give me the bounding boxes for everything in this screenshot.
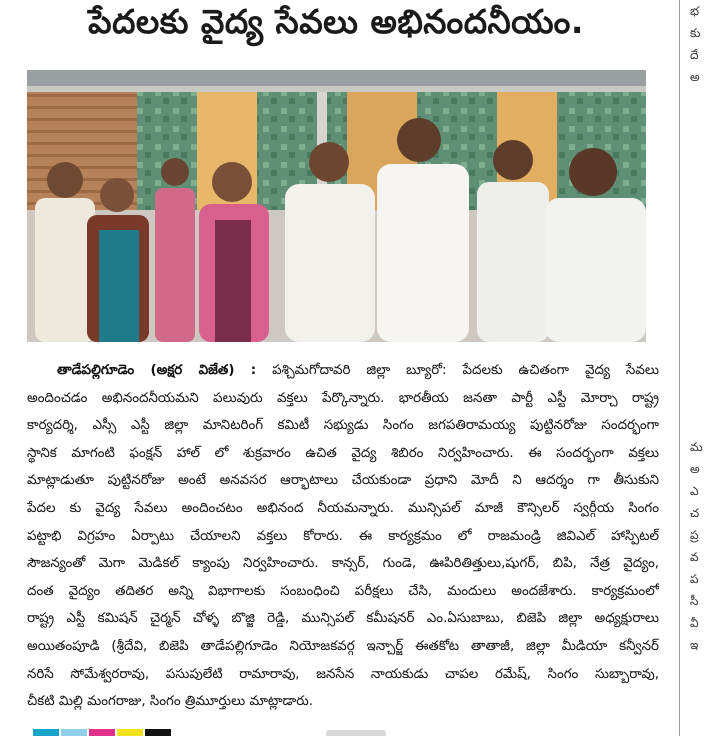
- adjacent-column-fragment: ప: [690, 572, 699, 586]
- print-color-bar: [33, 729, 173, 736]
- adjacent-column-fragment: దే: [690, 48, 699, 62]
- article-line: రాష్ట్ర ఎస్టీ కమిషన్ చైర్మన్ చోళ్ళ బొజ్జి రెడ్డి, మున్సిపల్ కమీషనర్ ఎం.ఏసుబాబు, బిజెపి జిల్లా అధ్యక్షురాలు: [27, 611, 659, 627]
- color-swatch: [89, 729, 115, 736]
- adjacent-column-fragment: ప్ర: [690, 528, 699, 542]
- color-swatch: [33, 729, 59, 736]
- article-photo: [27, 70, 646, 342]
- article-line: [27, 357, 659, 385]
- color-swatch: [117, 729, 143, 736]
- article-line: స్థానిక మాగంటి ఫంక్షన్ హాల్ లో శుక్రవారం ఉచిత వైద్య శిబిరం నిర్వహించారు. ఈ సందర్భంగా వక్తలు: [27, 445, 659, 461]
- adjacent-column-fragment: అ: [690, 462, 700, 476]
- article-headline: పేదలకు వైద్య సేవలు అభినందనీయం.: [88, 2, 584, 41]
- article-line: దంత వైద్యం తదితర అన్ని విభాగాలకు సంబంధించి పరీక్షలు చేసి, మందులు అందజేశారు. కార్యక్రమంలో: [27, 583, 659, 599]
- adjacent-column-bottom: [690, 436, 704, 656]
- adjacent-column-fragment: వ: [690, 550, 699, 564]
- page-tab-marker: [326, 730, 386, 736]
- article-line: అయితంపూడి (శ్రీదేవి, బిజెపి తాడేపల్లిగూడెం నియోజకవర్గ ఇన్చార్జ్ ఈతకోట తాతాజీ, జిల్లా మీడియా కన్వీనర్: [27, 638, 659, 654]
- column-divider: [679, 0, 680, 736]
- article-line: పట్టాభి విగ్రహం ఏర్పాటు చేయాలని వక్తలు కోరారు. ఈ కార్యక్రమం లో రాజమండ్రి జివిఎల్ హాస్పిటల్: [27, 528, 659, 544]
- adjacent-column-fragment: మ: [690, 440, 703, 454]
- article-line: కార్యదర్శి, ఎస్సీ ఎస్టీ జిల్లా మానిటరింగ్ కమిటీ సభ్యుడు సింగం జగపతిరామయ్య పుట్టినరోజు సందర్భంగా: [27, 418, 659, 434]
- article-line-text: పశ్చిమగోదావరి జిల్లా బ్యూరో: పేదలకు ఉచితంగా వైద్య సేవలు: [256, 363, 659, 378]
- article-line: మాట్లాడుతూ పుట్టినరోజు అంటే అనవసర ఆర్భాటాలు చేయకుండా ప్రధాని మోదీ ని ఆదర్శం గా తీసుకుని: [27, 473, 659, 489]
- article-line: నరిసే సోమేశ్వరరావు, పసుపులేటి రామారావు, జనసేన నాయకుడు చాపల రమేష్, సింగం సుబ్బారావు,: [27, 666, 659, 682]
- article-dateline: తాడేపల్లిగూడెం (అక్షర విజేత) :: [57, 363, 257, 378]
- article-line: అందించడం అభినందనీయమని పలువురు వక్తలు పేర్కొన్నారు. భారతీయ జనతా పార్టీ ఎస్టీ మోర్చా రాష్ట్ర: [27, 390, 659, 406]
- adjacent-column-fragment: సీ: [690, 594, 699, 608]
- adjacent-column-fragment: ఇ: [690, 638, 699, 652]
- adjacent-column-fragment: ఎ: [690, 484, 699, 498]
- article-body: [27, 357, 659, 716]
- color-swatch: [61, 729, 87, 736]
- group-photo-illustration: [27, 70, 646, 342]
- color-swatch: [145, 729, 171, 736]
- article-line: సౌజన్యంతో మెగా మెడికల్ క్యాంపు నిర్వహించారు. కాన్సర్, గుండె, ఊపిరితిత్తులు,షుగర్, బిపి, నేత్ర వైద్యం,: [27, 556, 659, 572]
- adjacent-column-fragment: భ: [690, 4, 700, 18]
- article-line: చీకటి మిల్లి మంగరాజు, సింగం త్రిమూర్తులు మాట్లాడారు.: [27, 694, 314, 710]
- adjacent-column-fragment: చ: [690, 506, 700, 520]
- article-line: పేదల కు వైద్య సేవలు అందించటం అభినంద నీయమన్నారు. మున్సిపల్ మాజీ కౌన్సిలర్ స్వర్గీయ సింగం: [27, 500, 659, 516]
- adjacent-column-fragment: వీ: [690, 616, 699, 630]
- adjacent-column-fragment: కు: [690, 26, 701, 40]
- adjacent-column-fragment: అ: [690, 70, 700, 84]
- adjacent-column-top: [690, 0, 704, 88]
